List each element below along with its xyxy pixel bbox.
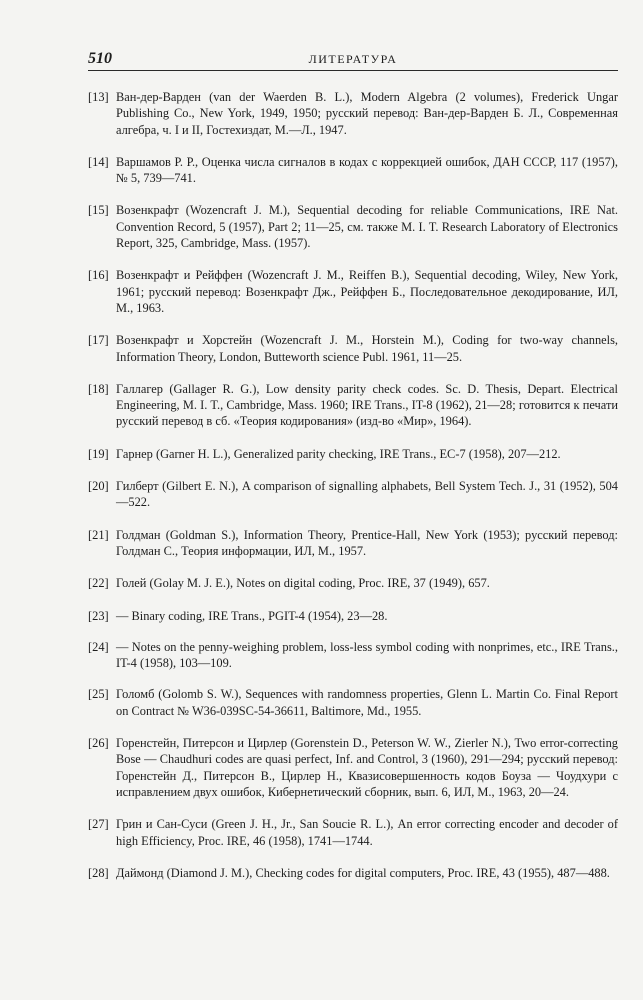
reference-text: Гарнер (Garner H. L.), Generalized parity checking, IRE Trans., EC-7 (1958), 207—212. (116, 446, 561, 461)
reference-number: [23] (88, 608, 109, 623)
reference-number: [16] (88, 268, 109, 283)
reference-item (88, 816, 618, 849)
running-header (88, 48, 618, 71)
reference-number: [21] (88, 527, 109, 542)
reference-item (88, 575, 618, 591)
reference-item (88, 154, 618, 187)
reference-item (88, 381, 618, 430)
reference-item (88, 89, 618, 138)
reference-item (88, 446, 618, 462)
reference-text: — Binary coding, IRE Trans., PGIT-4 (1954), 23—28. (116, 608, 388, 623)
reference-text: Голомб (Golomb S. W.), Sequences with randomness properties, Glenn L. Martin Co. Final Report on Contract № W36-039SC-54-36611, Baltimore, Md., 1955. (116, 687, 618, 718)
reference-item (88, 332, 618, 365)
reference-text: Гилберт (Gilbert E. N.), A comparison of signalling alphabets, Bell System Tech. J., 31 (1952), 504—522. (116, 479, 618, 510)
reference-number: [27] (88, 817, 109, 832)
reference-number: [15] (88, 203, 109, 218)
reference-text: Горенстейн, Питерсон и Цирлер (Gorenstein D., Peterson W. W., Zierler N.), Two error-correcting Bose — Chaudhuri codes are quasi perfect, Inf. and Control, 3 (1960), 291—294; русский перевод: Горенстейн Д., Питерсон В., Цирлер Н., Квазисовершенность кодов Боуза — Чоудхури с исправлением двух ошибок, Кибернетический сборник, вып. 6, ИЛ, М., 1963, 20—24. (116, 736, 618, 799)
reference-text: Галлагер (Gallager R. G.), Low density parity check codes. Sc. D. Thesis, Depart. Electrical Engineering, M. I. T., Cambridge, Mass. 1960; IRE Trans., IT-8 (1962), 21—28; готовится к печати русский перевод в сб. «Теория кодирования» (изд-во «Мир», 1964). (116, 381, 618, 429)
reference-text: Возенкрафт (Wozencraft J. M.), Sequential decoding for reliable Communications, IRE Nat. Convention Record, 5 (1957), Part 2; 11—25, см. также M. I. T. Research Laboratory of Electronics Report, 325, Cambridge, Mass. (1957). (116, 203, 618, 251)
reference-number: [26] (88, 736, 109, 751)
reference-number: [25] (88, 687, 109, 702)
reference-number: [18] (88, 381, 109, 396)
reference-number: [14] (88, 154, 109, 169)
reference-number: [17] (88, 333, 109, 348)
running-title: ЛИТЕРАТУРА (308, 52, 398, 66)
reference-text: Ван-дер-Варден (van der Waerden B. L.), Modern Algebra (2 volumes), Frederick Ungar Publishing Co., New York, 1949, 1950; русский перевод: Ван-дер-Варден Б. Л., Современная алгебра, ч. I и II, Гостехиздат, М.—Л., 1947. (116, 90, 618, 137)
reference-list (88, 89, 618, 897)
reference-item (88, 478, 618, 511)
reference-text: Даймонд (Diamond J. M.), Checking codes for digital computers, Proc. IRE, 43 (1955), 487—488. (116, 865, 610, 880)
reference-number: [28] (88, 865, 109, 880)
reference-item (88, 639, 618, 672)
reference-item (88, 608, 618, 624)
reference-number: [13] (88, 90, 109, 104)
reference-text: Возенкрафт и Хорстейн (Wozencraft J. M., Horstein M.), Coding for two-way channels, Information Theory, London, Butteworth science Publ. 1961, 11—25. (116, 333, 618, 364)
reference-item (88, 735, 618, 800)
reference-text: Варшамов Р. Р., Оценка числа сигналов в кодах с коррекцией ошибок, ДАН СССР, 117 (1957), № 5, 739—741. (116, 154, 618, 186)
reference-number: [20] (88, 479, 109, 494)
reference-item (88, 527, 618, 560)
page-number: 510 (88, 50, 112, 67)
reference-number: [19] (88, 446, 109, 461)
reference-item (88, 686, 618, 719)
reference-text: Грин и Сан-Суси (Green J. H., Jr., San Soucie R. L.), An error correcting encoder and decoder of high Efficiency, Proc. IRE, 46 (1958), 1741—1744. (116, 817, 618, 848)
reference-text: Возенкрафт и Рейффен (Wozencraft J. M., Reiffen B.), Sequential decoding, Wiley, New York, 1961; русский перевод: Возенкрафт Дж., Рейффен Б., Последовательное декодирование, ИЛ, М., 1963. (116, 268, 618, 315)
reference-number: [22] (88, 576, 109, 591)
reference-item (88, 865, 618, 881)
reference-number: [24] (88, 639, 109, 654)
reference-item (88, 267, 618, 316)
reference-text: Голей (Golay M. J. E.), Notes on digital coding, Proc. IRE, 37 (1949), 657. (116, 576, 490, 591)
reference-text: — Notes on the penny-weighing problem, loss-less symbol coding with nonprimes, etc., IRE Trans., IT-4 (1958), 103—109. (116, 639, 618, 671)
reference-text: Голдман (Goldman S.), Information Theory, Prentice-Hall, New York (1953); русский перевод: Голдман С., Теория информации, ИЛ, М., 1957. (116, 527, 618, 558)
reference-item (88, 202, 618, 251)
